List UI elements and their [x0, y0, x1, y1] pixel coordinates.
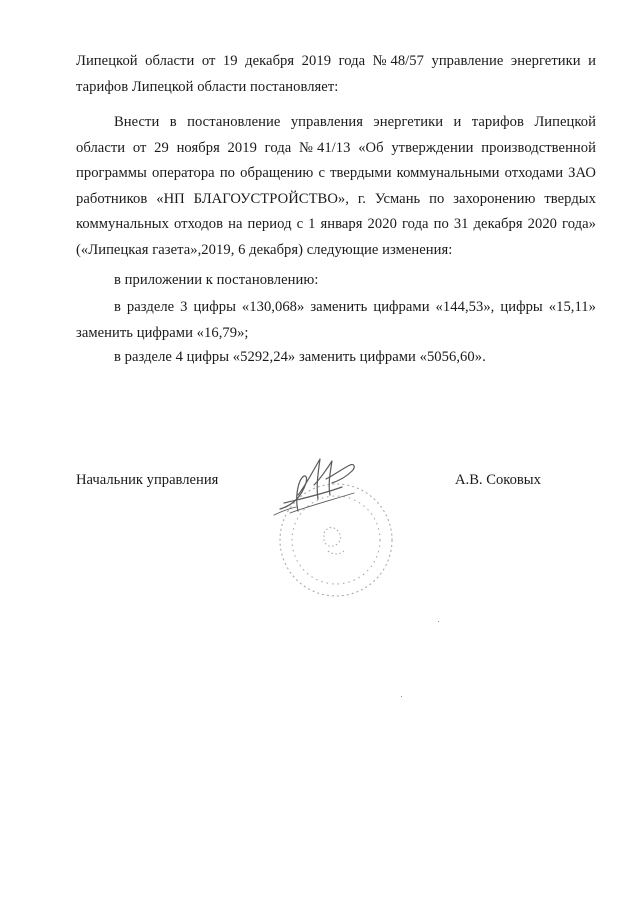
scan-speck — [401, 696, 402, 697]
appendix-item: в приложении к постановлению: — [114, 272, 319, 288]
signatory-title: Начальник управления — [76, 472, 219, 488]
scan-speck — [438, 621, 439, 622]
handwritten-signature-icon — [274, 459, 354, 515]
intro-line: Липецкой области от 19 декабря 2019 года №48/57 управление энергетики и тарифов Липецкой области постановляет: — [76, 53, 596, 95]
main-paragraph: Внести в постановление управления энергетики и тарифов Липецкой области от 29 ноября 2019 года №41/13 «Об утверждении производственной программы оператора по обращению с твердыми коммунальными отходами ЗАО работников «НП БЛАГОУСТРОЙСТВО», г. Усмань по захоронению твердых коммунальных отходов на период с 1 января 2020 года по 31 декабря 2020 года» («Липецкая газета»,2019, 6 декабря) следующие изменения: — [76, 114, 596, 258]
section-4-item: в разделе 4 цифры «5292,24» заменить цифрами «5056,60». — [114, 349, 486, 365]
section-3-item: в разделе 3 цифры «130,068» заменить цифрами «144,53», цифры «15,11» заменить цифрами «16,79»; — [76, 299, 596, 341]
signatory-name: А.В. Соковых — [455, 472, 541, 488]
signature-stamp-graphic — [266, 455, 396, 605]
